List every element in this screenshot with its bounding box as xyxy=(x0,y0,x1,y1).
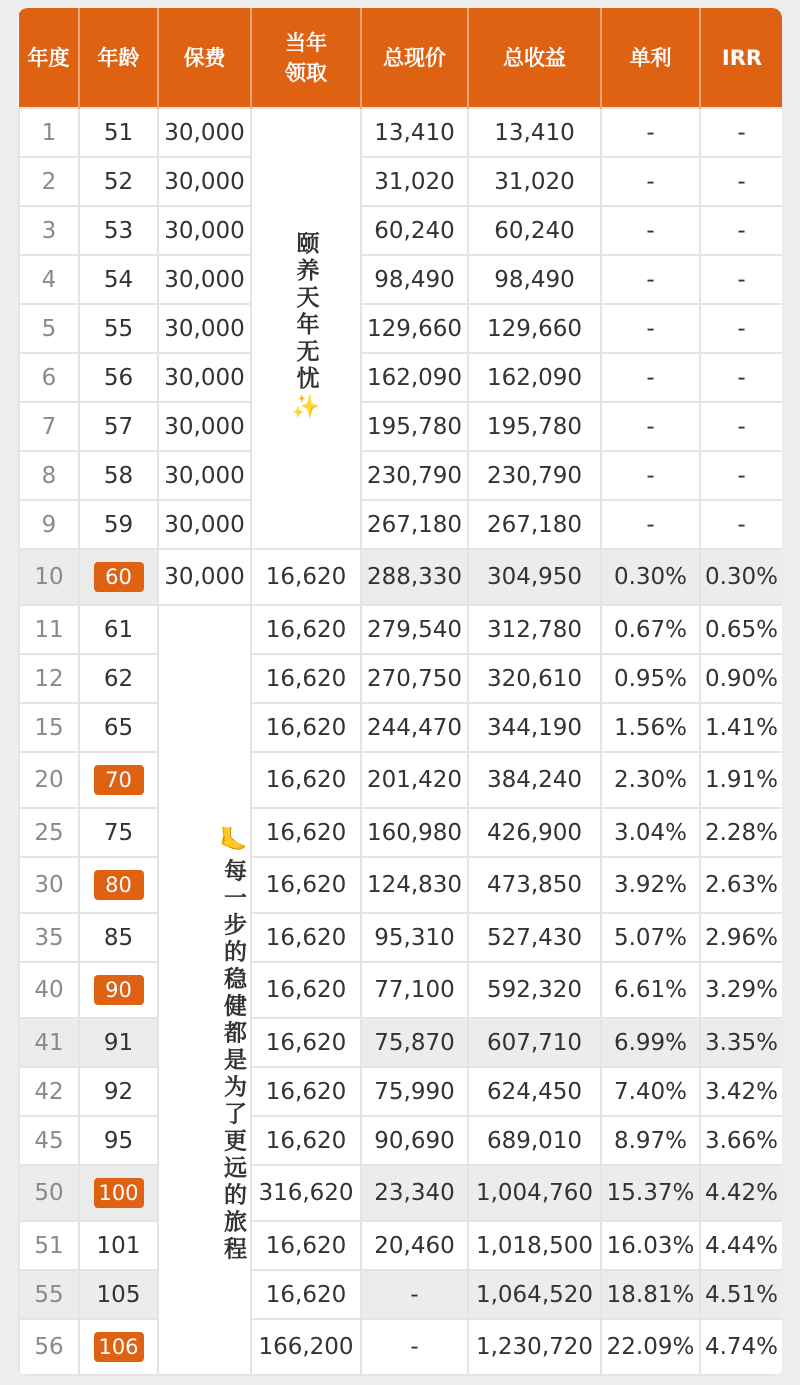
payout-cell: 16,620 xyxy=(251,1018,361,1067)
total-return-cell: 1,064,520 xyxy=(468,1270,601,1319)
age-highlight-badge: 70 xyxy=(94,765,144,795)
year-cell: 35 xyxy=(19,913,79,962)
year-cell: 2 xyxy=(19,157,79,206)
payout-cell: 16,620 xyxy=(251,549,361,605)
table-row xyxy=(19,451,782,500)
table-row xyxy=(19,1270,782,1319)
total-return-cell: 1,004,760 xyxy=(468,1165,601,1221)
simple-interest-cell: 6.61% xyxy=(601,962,700,1018)
year-cell: 15 xyxy=(19,703,79,752)
table-row xyxy=(19,1067,782,1116)
total-return-cell: 384,240 xyxy=(468,752,601,808)
cash-value-cell: 75,870 xyxy=(361,1018,468,1067)
year-cell: 10 xyxy=(19,549,79,605)
table-row xyxy=(19,304,782,353)
age-highlight-badge: 90 xyxy=(94,975,144,1005)
total-return-cell: 473,850 xyxy=(468,857,601,913)
age-highlight-badge: 60 xyxy=(94,562,144,592)
cash-value-cell: 23,340 xyxy=(361,1165,468,1221)
total-return-cell: 592,320 xyxy=(468,962,601,1018)
cash-value-cell: 160,980 xyxy=(361,808,468,857)
age-cell: 75 xyxy=(79,808,158,857)
total-return-cell: 60,240 xyxy=(468,206,601,255)
header-simple-interest: 单利 xyxy=(601,8,700,108)
total-return-cell: 624,450 xyxy=(468,1067,601,1116)
simple-interest-cell: 16.03% xyxy=(601,1221,700,1270)
premium-cell: 30,000 xyxy=(158,353,251,402)
payout-cell: 16,620 xyxy=(251,857,361,913)
irr-cell: 1.41% xyxy=(700,703,782,752)
table-row xyxy=(19,157,782,206)
payout-cell: 16,620 xyxy=(251,1221,361,1270)
age-cell: 51 xyxy=(79,108,158,157)
year-cell: 45 xyxy=(19,1116,79,1165)
irr-cell: 2.63% xyxy=(700,857,782,913)
table-row xyxy=(19,962,782,1018)
payout-cell: 16,620 xyxy=(251,1270,361,1319)
simple-interest-cell: 0.67% xyxy=(601,605,700,654)
age-cell xyxy=(79,962,158,1018)
age-cell: 53 xyxy=(79,206,158,255)
header-payout xyxy=(251,8,361,108)
cash-value-cell: 13,410 xyxy=(361,108,468,157)
cash-value-cell: - xyxy=(361,1270,468,1319)
cash-value-cell: 20,460 xyxy=(361,1221,468,1270)
header-age: 年龄 xyxy=(79,8,158,108)
simple-interest-cell: 22.09% xyxy=(601,1319,700,1375)
year-cell: 50 xyxy=(19,1165,79,1221)
irr-cell: - xyxy=(700,500,782,549)
premium-cell: 30,000 xyxy=(158,304,251,353)
year-cell: 56 xyxy=(19,1319,79,1375)
cash-value-cell: 270,750 xyxy=(361,654,468,703)
year-cell: 8 xyxy=(19,451,79,500)
premium-cell: 30,000 xyxy=(158,402,251,451)
cash-value-cell: 95,310 xyxy=(361,913,468,962)
age-cell: 101 xyxy=(79,1221,158,1270)
simple-interest-cell: - xyxy=(601,206,700,255)
simple-interest-cell: - xyxy=(601,255,700,304)
payout-cell: 16,620 xyxy=(251,1116,361,1165)
total-return-cell: 607,710 xyxy=(468,1018,601,1067)
age-cell: 92 xyxy=(79,1067,158,1116)
simple-interest-cell: 8.97% xyxy=(601,1116,700,1165)
year-cell: 6 xyxy=(19,353,79,402)
header-year: 年度 xyxy=(19,8,79,108)
irr-cell: 0.90% xyxy=(700,654,782,703)
age-cell: 65 xyxy=(79,703,158,752)
table-row xyxy=(19,1221,782,1270)
premium-cell: 30,000 xyxy=(158,549,251,605)
total-return-cell: 527,430 xyxy=(468,913,601,962)
age-cell xyxy=(79,549,158,605)
simple-interest-cell: 6.99% xyxy=(601,1018,700,1067)
simple-interest-cell: - xyxy=(601,304,700,353)
year-cell: 3 xyxy=(19,206,79,255)
cash-value-cell: - xyxy=(361,1319,468,1375)
age-highlight-badge: 106 xyxy=(94,1332,144,1362)
cash-value-cell: 230,790 xyxy=(361,451,468,500)
premium-cell: 30,000 xyxy=(158,500,251,549)
table-row xyxy=(19,500,782,549)
year-cell: 51 xyxy=(19,1221,79,1270)
age-cell: 85 xyxy=(79,913,158,962)
merged-slogan-retirement: 颐养天年无忧✨ xyxy=(251,108,361,549)
year-cell: 20 xyxy=(19,752,79,808)
total-return-cell: 98,490 xyxy=(468,255,601,304)
table-row xyxy=(19,1116,782,1165)
cash-value-cell: 244,470 xyxy=(361,703,468,752)
table-row xyxy=(19,913,782,962)
year-cell: 1 xyxy=(19,108,79,157)
cash-value-cell: 60,240 xyxy=(361,206,468,255)
premium-cell: 30,000 xyxy=(158,206,251,255)
header-cash-value: 总现价 xyxy=(361,8,468,108)
cash-value-cell: 267,180 xyxy=(361,500,468,549)
simple-interest-cell: 1.56% xyxy=(601,703,700,752)
year-cell: 9 xyxy=(19,500,79,549)
table-row xyxy=(19,857,782,913)
simple-interest-cell: 2.30% xyxy=(601,752,700,808)
payout-cell: 16,620 xyxy=(251,1067,361,1116)
table-row xyxy=(19,605,782,654)
total-return-cell: 31,020 xyxy=(468,157,601,206)
age-cell: 91 xyxy=(79,1018,158,1067)
year-cell: 12 xyxy=(19,654,79,703)
table-row xyxy=(19,654,782,703)
table-row xyxy=(19,353,782,402)
total-return-cell: 129,660 xyxy=(468,304,601,353)
age-highlight-badge: 100 xyxy=(94,1178,144,1208)
irr-cell: 1.91% xyxy=(700,752,782,808)
total-return-cell: 426,900 xyxy=(468,808,601,857)
irr-cell: 4.74% xyxy=(700,1319,782,1375)
cash-value-cell: 75,990 xyxy=(361,1067,468,1116)
irr-cell: 4.44% xyxy=(700,1221,782,1270)
payout-cell: 166,200 xyxy=(251,1319,361,1375)
simple-interest-cell: - xyxy=(601,108,700,157)
age-cell: 55 xyxy=(79,304,158,353)
table-row xyxy=(19,108,782,157)
table-header-row xyxy=(19,8,782,108)
premium-cell: 30,000 xyxy=(158,157,251,206)
premium-cell: 30,000 xyxy=(158,108,251,157)
irr-cell: 0.65% xyxy=(700,605,782,654)
total-return-cell: 320,610 xyxy=(468,654,601,703)
cash-value-cell: 98,490 xyxy=(361,255,468,304)
year-cell: 41 xyxy=(19,1018,79,1067)
payout-cell: 316,620 xyxy=(251,1165,361,1221)
table-row xyxy=(19,402,782,451)
age-cell: 58 xyxy=(79,451,158,500)
irr-cell: - xyxy=(700,353,782,402)
irr-cell: - xyxy=(700,255,782,304)
total-return-cell: 312,780 xyxy=(468,605,601,654)
irr-cell: 4.51% xyxy=(700,1270,782,1319)
cash-value-cell: 201,420 xyxy=(361,752,468,808)
year-cell: 11 xyxy=(19,605,79,654)
payout-cell: 16,620 xyxy=(251,962,361,1018)
simple-interest-cell: 5.07% xyxy=(601,913,700,962)
age-cell xyxy=(79,1165,158,1221)
irr-cell: 2.96% xyxy=(700,913,782,962)
total-return-cell: 195,780 xyxy=(468,402,601,451)
irr-cell: - xyxy=(700,402,782,451)
total-return-cell: 689,010 xyxy=(468,1116,601,1165)
table-row xyxy=(19,1319,782,1375)
payout-cell: 16,620 xyxy=(251,654,361,703)
merged-slogan-journey: 🦶每一步的稳健都是为了更远的旅程 xyxy=(158,605,251,1375)
age-cell xyxy=(79,857,158,913)
age-cell: 105 xyxy=(79,1270,158,1319)
total-return-cell: 162,090 xyxy=(468,353,601,402)
age-cell: 52 xyxy=(79,157,158,206)
table-row xyxy=(19,808,782,857)
cash-value-cell: 195,780 xyxy=(361,402,468,451)
age-cell: 61 xyxy=(79,605,158,654)
header-premium: 保费 xyxy=(158,8,251,108)
year-cell: 42 xyxy=(19,1067,79,1116)
payout-cell: 16,620 xyxy=(251,703,361,752)
simple-interest-cell: 3.92% xyxy=(601,857,700,913)
irr-cell: 4.42% xyxy=(700,1165,782,1221)
age-cell: 95 xyxy=(79,1116,158,1165)
benefit-table xyxy=(18,8,782,1376)
irr-cell: - xyxy=(700,451,782,500)
simple-interest-cell: 0.95% xyxy=(601,654,700,703)
irr-cell: 3.35% xyxy=(700,1018,782,1067)
age-cell: 54 xyxy=(79,255,158,304)
age-cell xyxy=(79,1319,158,1375)
year-cell: 55 xyxy=(19,1270,79,1319)
table-row xyxy=(19,752,782,808)
table-body xyxy=(19,108,782,1375)
age-cell: 56 xyxy=(79,353,158,402)
age-highlight-badge: 80 xyxy=(94,870,144,900)
table-row xyxy=(19,206,782,255)
total-return-cell: 230,790 xyxy=(468,451,601,500)
total-return-cell: 1,018,500 xyxy=(468,1221,601,1270)
simple-interest-cell: - xyxy=(601,157,700,206)
header-total-return: 总收益 xyxy=(468,8,601,108)
simple-interest-cell: 0.30% xyxy=(601,549,700,605)
irr-cell: - xyxy=(700,157,782,206)
irr-cell: 0.30% xyxy=(700,549,782,605)
simple-interest-cell: - xyxy=(601,402,700,451)
simple-interest-cell: - xyxy=(601,451,700,500)
age-cell: 57 xyxy=(79,402,158,451)
simple-interest-cell: - xyxy=(601,500,700,549)
table-row xyxy=(19,1165,782,1221)
year-cell: 40 xyxy=(19,962,79,1018)
irr-cell: - xyxy=(700,304,782,353)
payout-cell: 16,620 xyxy=(251,752,361,808)
year-cell: 5 xyxy=(19,304,79,353)
header-irr: IRR xyxy=(700,8,782,108)
table-row xyxy=(19,255,782,304)
year-cell: 4 xyxy=(19,255,79,304)
header-payout-line1: 当年 xyxy=(285,30,327,55)
total-return-cell: 13,410 xyxy=(468,108,601,157)
total-return-cell: 267,180 xyxy=(468,500,601,549)
premium-cell: 30,000 xyxy=(158,255,251,304)
age-cell xyxy=(79,752,158,808)
irr-cell: 3.66% xyxy=(700,1116,782,1165)
simple-interest-cell: 15.37% xyxy=(601,1165,700,1221)
benefit-table-card xyxy=(18,8,782,1376)
simple-interest-cell: 18.81% xyxy=(601,1270,700,1319)
cash-value-cell: 162,090 xyxy=(361,353,468,402)
header-payout-line2: 领取 xyxy=(285,60,327,85)
irr-cell: 3.42% xyxy=(700,1067,782,1116)
premium-cell: 30,000 xyxy=(158,451,251,500)
cash-value-cell: 129,660 xyxy=(361,304,468,353)
irr-cell: 3.29% xyxy=(700,962,782,1018)
age-cell: 59 xyxy=(79,500,158,549)
total-return-cell: 344,190 xyxy=(468,703,601,752)
simple-interest-cell: 7.40% xyxy=(601,1067,700,1116)
simple-interest-cell: 3.04% xyxy=(601,808,700,857)
simple-interest-cell: - xyxy=(601,353,700,402)
table-row xyxy=(19,549,782,605)
payout-cell: 16,620 xyxy=(251,605,361,654)
cash-value-cell: 279,540 xyxy=(361,605,468,654)
table-row xyxy=(19,1018,782,1067)
cash-value-cell: 77,100 xyxy=(361,962,468,1018)
payout-cell: 16,620 xyxy=(251,808,361,857)
cash-value-cell: 124,830 xyxy=(361,857,468,913)
year-cell: 25 xyxy=(19,808,79,857)
irr-cell: - xyxy=(700,206,782,255)
irr-cell: - xyxy=(700,108,782,157)
year-cell: 30 xyxy=(19,857,79,913)
cash-value-cell: 288,330 xyxy=(361,549,468,605)
total-return-cell: 1,230,720 xyxy=(468,1319,601,1375)
age-cell: 62 xyxy=(79,654,158,703)
cash-value-cell: 90,690 xyxy=(361,1116,468,1165)
total-return-cell: 304,950 xyxy=(468,549,601,605)
table-row xyxy=(19,703,782,752)
cash-value-cell: 31,020 xyxy=(361,157,468,206)
year-cell: 7 xyxy=(19,402,79,451)
payout-cell: 16,620 xyxy=(251,913,361,962)
irr-cell: 2.28% xyxy=(700,808,782,857)
